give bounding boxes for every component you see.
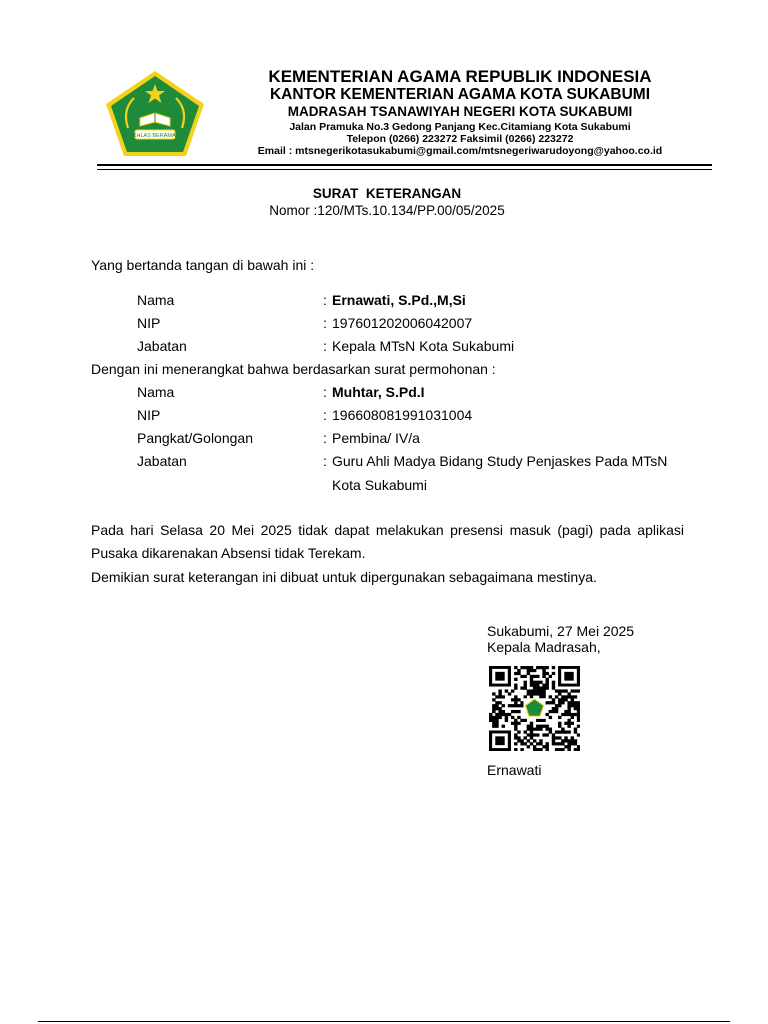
letter-title: SURAT KETERANGAN bbox=[312, 186, 462, 201]
signer-name-colon: : bbox=[323, 292, 327, 308]
header-phone: Telepon (0266) 223272 Faksimil (0266) 223272 bbox=[346, 133, 574, 145]
footer-divider bbox=[38, 1021, 730, 1022]
subject-rank-value: Pembina/ IV/a bbox=[332, 430, 420, 446]
letter-number: Nomor :120/MTs.10.134/PP.00/05/2025 bbox=[269, 203, 505, 218]
header-email: Email : mtsnegerikotasukabumi@gmail.com/mtsnegeriwarudoyong@yahoo.co.id bbox=[257, 145, 663, 157]
intro-text: Yang bertanda tangan di bawah ini : bbox=[91, 257, 315, 273]
statement-text: Dengan ini menerangkat bahwa berdasarkan surat permohonan : bbox=[91, 361, 496, 377]
body-paragraph-line2: Pusaka dikarenakan Absensi tidak Terekam. bbox=[91, 545, 366, 561]
body-paragraph-line1: Pada hari Selasa 20 Mei 2025 tidak dapat melakukan presensi masuk (pagi) pada aplikasi bbox=[91, 522, 684, 538]
header-divider-thick bbox=[97, 164, 712, 166]
header-divider-thin bbox=[97, 169, 712, 170]
subject-nip-colon: : bbox=[323, 407, 327, 423]
subject-position-label: Jabatan bbox=[137, 453, 187, 469]
signature-role: Kepala Madrasah, bbox=[487, 639, 601, 655]
signer-nip-value: 197601202006042007 bbox=[332, 315, 473, 331]
subject-name-colon: : bbox=[323, 384, 327, 400]
header-ministry-name: KEMENTERIAN AGAMA REPUBLIK INDONESIA bbox=[268, 67, 652, 86]
header-office-name: KANTOR KEMENTERIAN AGAMA KOTA SUKABUMI bbox=[269, 86, 651, 103]
signature-qr-code bbox=[489, 666, 580, 751]
signer-position-value: Kepala MTsN Kota Sukabumi bbox=[332, 338, 515, 354]
header-address: Jalan Pramuka No.3 Gedong Panjang Kec.Citamiang Kota Sukabumi bbox=[289, 121, 631, 133]
subject-nip-value: 196608081991031004 bbox=[332, 407, 473, 423]
subject-name-label: Nama bbox=[137, 384, 175, 400]
signer-name-value: Ernawati, S.Pd.,M,Si bbox=[332, 292, 466, 308]
signature-name: Ernawati bbox=[487, 762, 542, 778]
subject-position-value-line2: Kota Sukabumi bbox=[332, 477, 427, 493]
header-school-name: MADRASAH TSANAWIYAH NEGERI KOTA SUKABUMI bbox=[287, 104, 633, 119]
subject-rank-label: Pangkat/Golongan bbox=[137, 430, 253, 446]
subject-name-value: Muhtar, S.Pd.I bbox=[332, 384, 425, 400]
logo-banner-text: IKHLAS BERAMAL bbox=[131, 133, 179, 139]
signer-nip-colon: : bbox=[323, 315, 327, 331]
signer-position-colon: : bbox=[323, 338, 327, 354]
signature-place-date: Sukabumi, 27 Mei 2025 bbox=[487, 623, 635, 639]
closing-text: Demikian surat keterangan ini dibuat untuk dipergunakan sebagaimana mestinya. bbox=[91, 569, 597, 585]
ministry-logo bbox=[104, 70, 206, 158]
subject-nip-label: NIP bbox=[137, 407, 161, 423]
signer-position-label: Jabatan bbox=[137, 338, 187, 354]
subject-position-value-line1: Guru Ahli Madya Bidang Study Penjaskes Pada MTsN bbox=[332, 453, 668, 469]
signer-nip-label: NIP bbox=[137, 315, 161, 331]
subject-rank-colon: : bbox=[323, 430, 327, 446]
subject-position-colon: : bbox=[323, 453, 327, 469]
signer-name-label: Nama bbox=[137, 292, 175, 308]
